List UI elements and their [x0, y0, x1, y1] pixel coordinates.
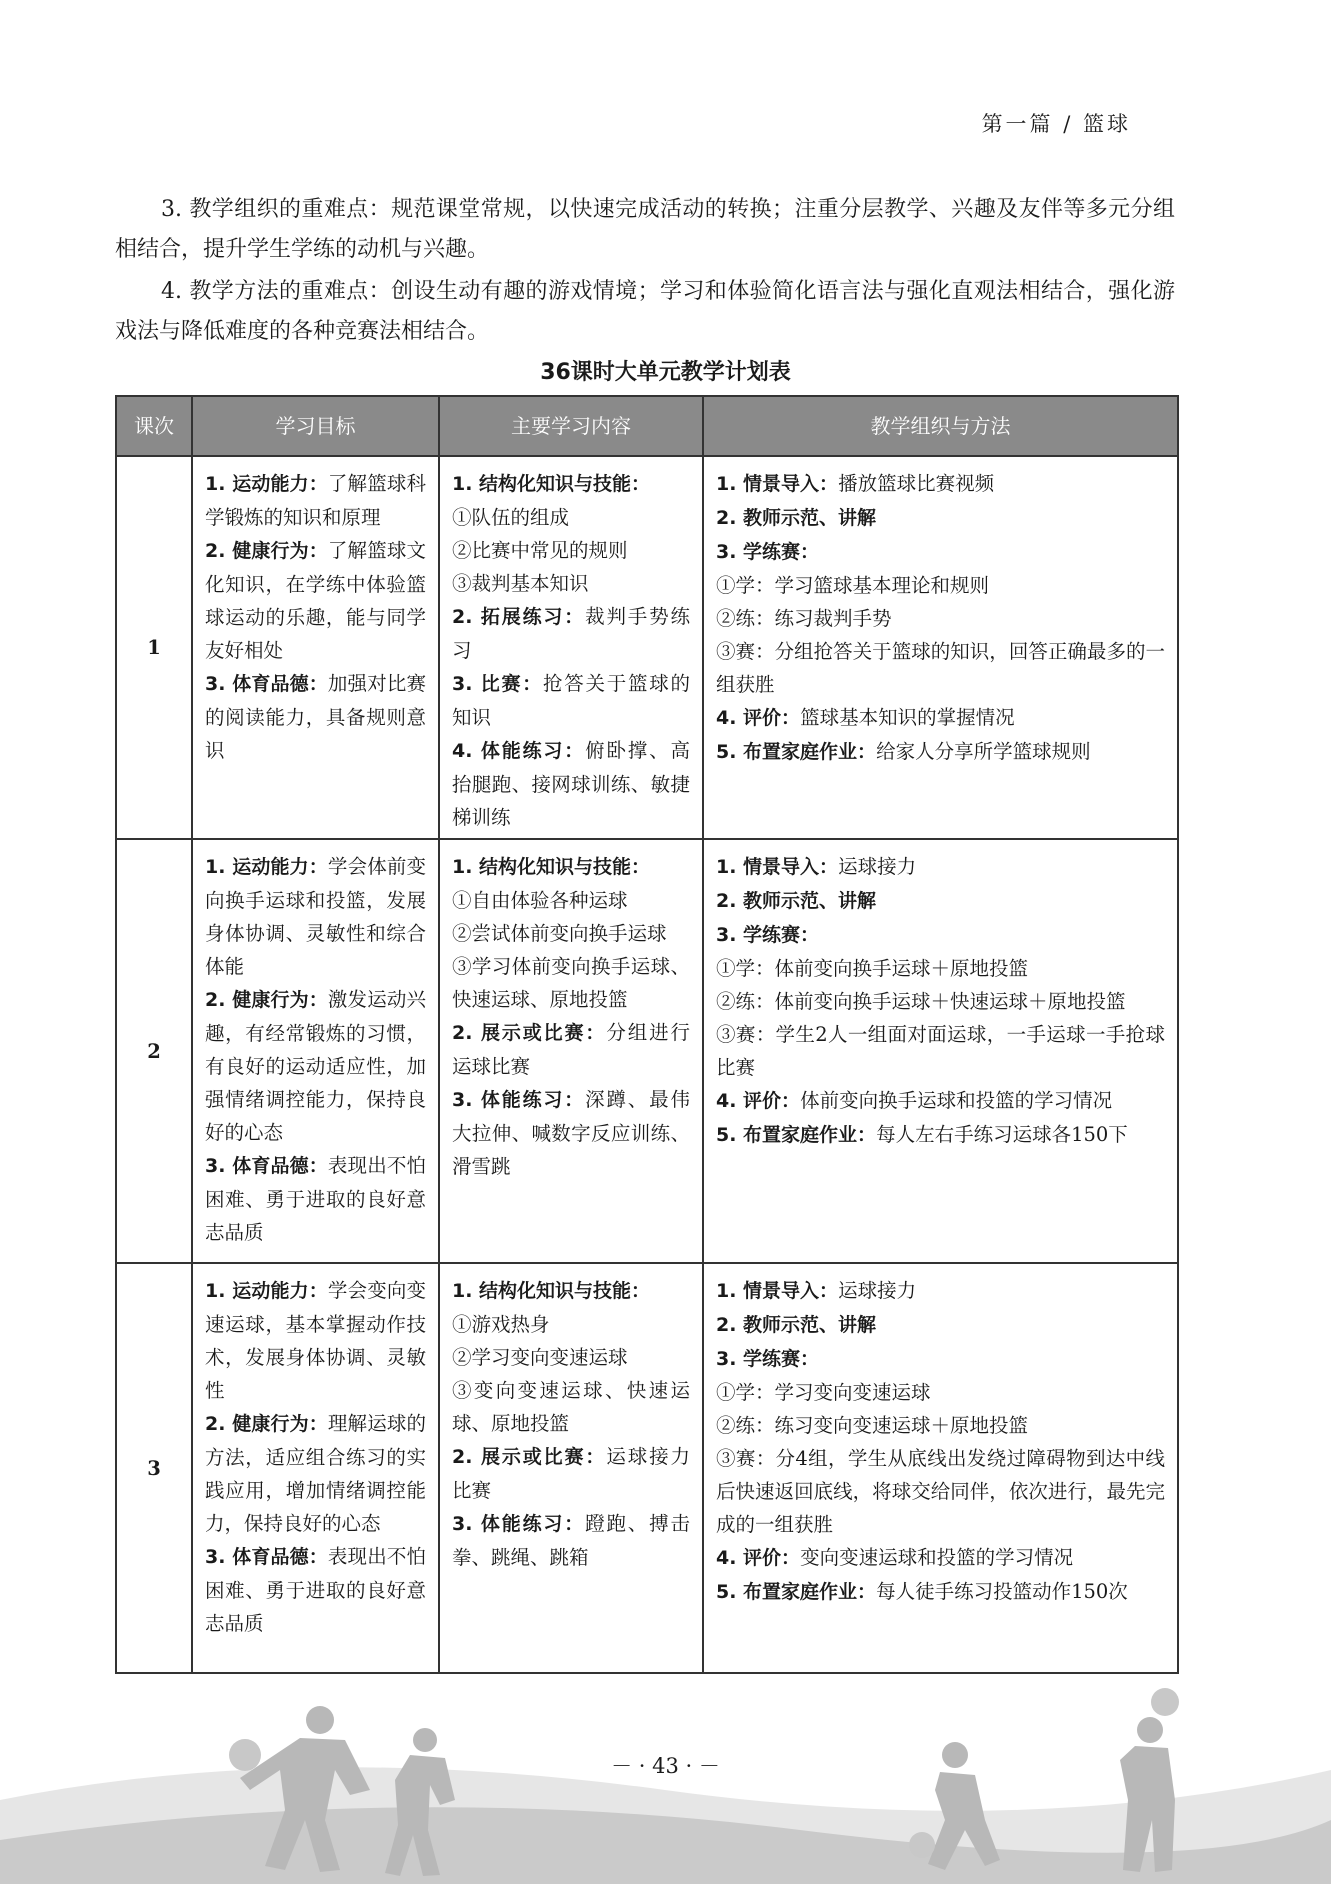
- method-item-text: ③赛：分组抢答关于篮球的知识，回答正确最多的一组获胜: [716, 640, 1165, 696]
- goals-item-label: 3. 体育品德：: [205, 1155, 328, 1177]
- goals-item: [205, 467, 426, 534]
- content-item: [452, 1374, 690, 1440]
- method-item-label: 1. 情景导入：: [716, 1280, 839, 1302]
- method-item: [716, 1409, 1165, 1442]
- method-item: [716, 918, 1165, 952]
- content-item: [452, 1016, 690, 1083]
- table-header-row: [116, 396, 1178, 456]
- method-item-text: ①学：学习篮球基本理论和规则: [716, 574, 990, 597]
- cell-method: [703, 839, 1178, 1263]
- goals-item-text: 表现出不怕困难、勇于进取的良好意志品质: [205, 1545, 426, 1635]
- method-item: [716, 735, 1165, 769]
- table-caption: 36课时大单元教学计划表: [540, 360, 791, 385]
- page-number: － · 43 · －: [611, 1754, 720, 1778]
- cell-content: [439, 839, 703, 1263]
- cell-goals: [192, 839, 439, 1263]
- content-item-text: ①自由体验各种运球: [452, 889, 628, 912]
- method-item-text: ①学：学习变向变速运球: [716, 1381, 931, 1404]
- method-item-label: 5. 布置家庭作业：: [716, 741, 877, 763]
- method-item: [716, 701, 1165, 735]
- cell-content: [439, 1263, 703, 1673]
- method-item-label: 4. 评价：: [716, 707, 801, 729]
- method-item: [716, 1308, 1165, 1342]
- content-item: [452, 567, 690, 600]
- method-item-label: 4. 评价：: [716, 1090, 801, 1112]
- footer-decoration: [0, 1680, 1331, 1884]
- method-item-text: 给家人分享所学篮球规则: [876, 740, 1091, 763]
- method-item: [716, 467, 1165, 501]
- cell-content: [439, 456, 703, 839]
- method-item: [716, 1442, 1165, 1541]
- content-item: [452, 1274, 690, 1308]
- method-item-text: 每人左右手练习运球各150下: [876, 1123, 1128, 1146]
- method-item: [716, 1084, 1165, 1118]
- method-item: [716, 569, 1165, 602]
- method-item: [716, 1541, 1165, 1575]
- method-item-label: 2. 教师示范、讲解: [716, 507, 877, 529]
- lesson-number: 3: [116, 1263, 192, 1673]
- goals-item-label: 1. 运动能力：: [205, 1280, 328, 1302]
- content-item: [452, 467, 690, 501]
- paragraph-method: 4. 教学方法的重难点：创设生动有趣的游戏情境；学习和体验简化语言法与强化直观法相结合，强化游戏法与降低难度的各种竞赛法相结合。: [115, 279, 1175, 344]
- content-item: [452, 950, 690, 1016]
- method-item-text: 播放篮球比赛视频: [838, 472, 995, 495]
- content-item-label: 4. 体能练习：: [452, 740, 586, 762]
- content-item-label: 2. 拓展练习：: [452, 606, 586, 628]
- method-item: [716, 1274, 1165, 1308]
- content-item: [452, 917, 690, 950]
- method-item-text: 篮球基本知识的掌握情况: [800, 706, 1015, 729]
- cell-goals: [192, 1263, 439, 1673]
- content-item-label: 2. 展示或比赛：: [452, 1446, 607, 1468]
- method-item: [716, 1575, 1165, 1609]
- method-item-text: 体前变向换手运球和投篮的学习情况: [800, 1089, 1113, 1112]
- running-header: 第一篇 / 篮球: [981, 112, 1131, 136]
- cell-goals: [192, 456, 439, 839]
- method-item: [716, 1376, 1165, 1409]
- method-item-label: 3. 学练赛：: [716, 924, 820, 946]
- method-item-text: ②练：体前变向换手运球＋快速运球＋原地投篮: [716, 990, 1126, 1013]
- table-row: [116, 1263, 1178, 1673]
- goals-item-text: 加强对比赛的阅读能力，具备规则意识: [205, 672, 426, 762]
- cell-method: [703, 1263, 1178, 1673]
- content-item: [452, 1308, 690, 1341]
- content-item: [452, 1440, 690, 1507]
- method-item-label: 1. 情景导入：: [716, 473, 839, 495]
- content-item-text: ③裁判基本知识: [452, 572, 589, 595]
- goals-item-label: 3. 体育品德：: [205, 1546, 328, 1568]
- content-item-text: ③学习体前变向换手运球、快速运球、原地投篮: [452, 955, 690, 1011]
- goals-item-text: 理解运球的方法，适应组合练习的实践应用，增加情绪调控能力，保持良好的心态: [205, 1412, 426, 1535]
- method-item-text: ③赛：分4组，学生从底线出发绕过障碍物到达中线后快速返回底线，将球交给同伴，依次进行，最先完成的一组获胜: [716, 1447, 1165, 1536]
- method-item: [716, 635, 1165, 701]
- method-item-text: 变向变速运球和投篮的学习情况: [800, 1546, 1074, 1569]
- content-item: [452, 1083, 690, 1183]
- method-item: [716, 884, 1165, 918]
- goals-item-text: 学会变向变速运球，基本掌握动作技术，发展身体协调、灵敏性: [205, 1279, 426, 1402]
- goals-item-text: 激发运动兴趣，有经常锻炼的习惯，有良好的运动适应性，加强情绪调控能力，保持良好的心态: [205, 988, 426, 1144]
- method-item: [716, 850, 1165, 884]
- method-item: [716, 501, 1165, 535]
- header-goals: 学习目标: [192, 396, 439, 456]
- content-item-text: 抢答关于篮球的知识: [452, 672, 690, 729]
- lesson-number: 1: [116, 456, 192, 839]
- method-item-text: ②练：练习裁判手势: [716, 607, 892, 630]
- method-item: [716, 952, 1165, 985]
- method-item-label: 3. 学练赛：: [716, 541, 820, 563]
- content-item-label: 3. 比赛：: [452, 673, 544, 695]
- table-row: [116, 456, 1178, 839]
- method-item-text: 每人徒手练习投篮动作150次: [876, 1580, 1128, 1603]
- method-item: [716, 1018, 1165, 1084]
- content-item-text: 蹬跑、搏击拳、跳绳、跳箱: [452, 1512, 690, 1569]
- method-item: [716, 1342, 1165, 1376]
- method-item: [716, 535, 1165, 569]
- method-item-label: 5. 布置家庭作业：: [716, 1124, 877, 1146]
- content-item-text: ②比赛中常见的规则: [452, 539, 628, 562]
- goals-item-text: 了解篮球科学锻炼的知识和原理: [205, 472, 426, 529]
- content-item-text: 运球接力比赛: [452, 1445, 690, 1502]
- content-item: [452, 600, 690, 667]
- content-item-text: ①游戏热身: [452, 1313, 550, 1336]
- header-lesson: 课次: [116, 396, 192, 456]
- content-item-text: ①队伍的组成: [452, 506, 570, 529]
- content-item: [452, 501, 690, 534]
- goals-item: [205, 1407, 426, 1540]
- content-item: [452, 850, 690, 884]
- header-content: 主要学习内容: [439, 396, 703, 456]
- paragraph-organization: 3. 教学组织的重难点：规范课堂常规，以快速完成活动的转换；注重分层教学、兴趣及友伴等多元分组相结合，提升学生学练的动机与兴趣。: [115, 197, 1175, 262]
- content-item: [452, 1341, 690, 1374]
- method-item-text: ②练：练习变向变速运球＋原地投篮: [716, 1414, 1029, 1437]
- table-row: [116, 839, 1178, 1263]
- lesson-number: 2: [116, 839, 192, 1263]
- method-item: [716, 602, 1165, 635]
- content-item: [452, 534, 690, 567]
- method-item-label: 1. 情景导入：: [716, 856, 839, 878]
- method-item-label: 4. 评价：: [716, 1547, 801, 1569]
- goals-item: [205, 1274, 426, 1407]
- goals-item-label: 3. 体育品德：: [205, 673, 328, 695]
- goals-item: [205, 850, 426, 983]
- unit-plan-table: [115, 395, 1179, 1674]
- goals-item: [205, 667, 426, 767]
- method-item-label: 2. 教师示范、讲解: [716, 890, 877, 912]
- content-item: [452, 734, 690, 834]
- content-item-text: 深蹲、最伟大拉伸、喊数字反应训练、滑雪跳: [452, 1088, 690, 1178]
- content-item-label: 3. 体能练习：: [452, 1513, 586, 1535]
- method-item: [716, 1118, 1165, 1152]
- method-item: [716, 985, 1165, 1018]
- goals-item-label: 2. 健康行为：: [205, 540, 328, 562]
- content-item-label: 1. 结构化知识与技能：: [452, 473, 651, 495]
- content-item-text: ②尝试体前变向换手运球: [452, 922, 667, 945]
- content-item: [452, 667, 690, 734]
- method-item-text: 运球接力: [838, 1279, 917, 1302]
- content-item: [452, 1507, 690, 1574]
- goals-item: [205, 534, 426, 667]
- content-item-label: 1. 结构化知识与技能：: [452, 856, 651, 878]
- method-item-label: 3. 学练赛：: [716, 1348, 820, 1370]
- goals-item-text: 学会体前变向换手运球和投篮，发展身体协调、灵敏性和综合体能: [205, 855, 426, 978]
- content-item-label: 1. 结构化知识与技能：: [452, 1280, 651, 1302]
- goals-item-label: 2. 健康行为：: [205, 1413, 328, 1435]
- content-item-text: 分组进行运球比赛: [452, 1021, 690, 1078]
- header-method: 教学组织与方法: [703, 396, 1178, 456]
- goals-item-text: 了解篮球文化知识，在学练中体验篮球运动的乐趣，能与同学友好相处: [205, 539, 426, 662]
- content-item-text: ③变向变速运球、快速运球、原地投篮: [452, 1379, 690, 1435]
- content-item-label: 3. 体能练习：: [452, 1089, 586, 1111]
- goals-item-label: 1. 运动能力：: [205, 473, 328, 495]
- cell-method: [703, 456, 1178, 839]
- content-item-text: ②学习变向变速运球: [452, 1346, 628, 1369]
- goals-item: [205, 983, 426, 1149]
- goals-item: [205, 1149, 426, 1249]
- goals-item-label: 2. 健康行为：: [205, 989, 328, 1011]
- method-item-text: ③赛：学生2人一组面对面运球，一手运球一手抢球比赛: [716, 1023, 1165, 1079]
- content-item-text: 俯卧撑、高抬腿跑、接网球训练、敏捷梯训练: [452, 739, 690, 829]
- content-item-text: 裁判手势练习: [452, 605, 690, 662]
- method-item-text: ①学：体前变向换手运球＋原地投篮: [716, 957, 1029, 980]
- goals-item-label: 1. 运动能力：: [205, 856, 328, 878]
- method-item-text: 运球接力: [838, 855, 917, 878]
- content-item: [452, 884, 690, 917]
- method-item-label: 2. 教师示范、讲解: [716, 1314, 877, 1336]
- goals-item: [205, 1540, 426, 1640]
- content-item-label: 2. 展示或比赛：: [452, 1022, 607, 1044]
- method-item-label: 5. 布置家庭作业：: [716, 1581, 877, 1603]
- goals-item-text: 表现出不怕困难、勇于进取的良好意志品质: [205, 1154, 426, 1244]
